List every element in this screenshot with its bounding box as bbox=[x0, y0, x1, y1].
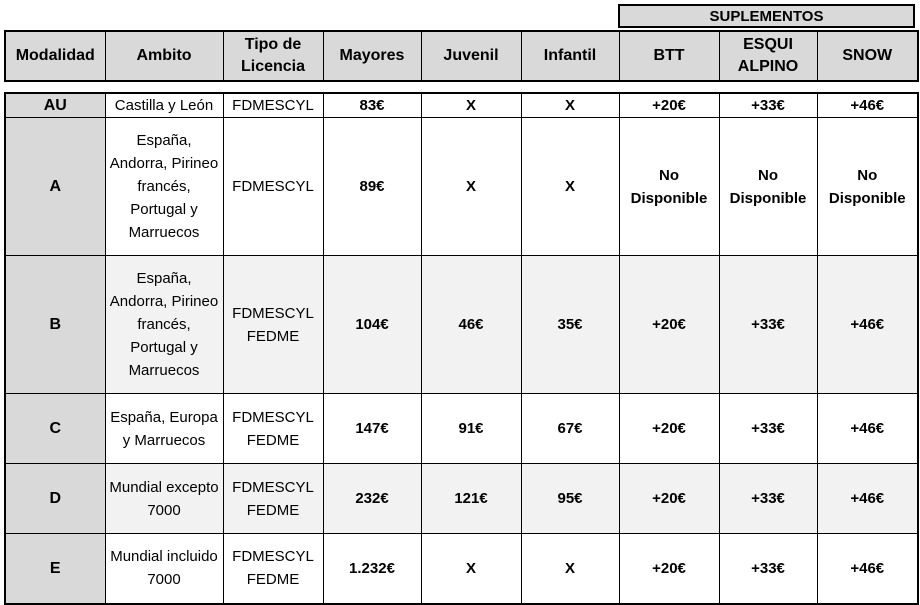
cell-btt: +20€ bbox=[619, 534, 719, 604]
cell-licencia: FDMESCYL bbox=[223, 118, 323, 256]
cell-licencia: FDMESCYL FEDME bbox=[223, 534, 323, 604]
cell-esqui: +33€ bbox=[719, 93, 817, 118]
cell-juvenil: 91€ bbox=[421, 394, 521, 464]
header-tipo-licencia: Tipo de Licencia bbox=[223, 31, 323, 81]
cell-infantil: 35€ bbox=[521, 256, 619, 394]
header-mayores: Mayores bbox=[323, 31, 421, 81]
header-juvenil: Juvenil bbox=[421, 31, 521, 81]
cell-snow: No Disponible bbox=[817, 118, 918, 256]
table-header bbox=[4, 30, 919, 82]
cell-juvenil: X bbox=[421, 118, 521, 256]
cell-licencia: FDMESCYL FEDME bbox=[223, 464, 323, 534]
table-row bbox=[5, 534, 918, 604]
table-row bbox=[5, 394, 918, 464]
cell-mayores: 232€ bbox=[323, 464, 421, 534]
cell-mayores: 147€ bbox=[323, 394, 421, 464]
cell-btt: +20€ bbox=[619, 464, 719, 534]
header-btt: BTT bbox=[619, 31, 719, 81]
cell-infantil: X bbox=[521, 534, 619, 604]
cell-snow: +46€ bbox=[817, 394, 918, 464]
cell-esqui: +33€ bbox=[719, 534, 817, 604]
cell-btt: No Disponible bbox=[619, 118, 719, 256]
cell-esqui: +33€ bbox=[719, 464, 817, 534]
cell-snow: +46€ bbox=[817, 534, 918, 604]
table-row bbox=[5, 256, 918, 394]
cell-esqui: +33€ bbox=[719, 394, 817, 464]
cell-modalidad: B bbox=[5, 256, 105, 394]
cell-ambito: Castilla y León bbox=[105, 93, 223, 118]
cell-mayores: 1.232€ bbox=[323, 534, 421, 604]
table-row bbox=[5, 93, 918, 118]
cell-btt: +20€ bbox=[619, 256, 719, 394]
cell-mayores: 83€ bbox=[323, 93, 421, 118]
cell-modalidad: C bbox=[5, 394, 105, 464]
cell-btt: +20€ bbox=[619, 394, 719, 464]
cell-ambito: España, Andorra, Pirineo francés, Portugal y Marruecos bbox=[105, 118, 223, 256]
cell-modalidad: A bbox=[5, 118, 105, 256]
cell-btt: +20€ bbox=[619, 93, 719, 118]
cell-licencia: FDMESCYL bbox=[223, 93, 323, 118]
cell-modalidad: AU bbox=[5, 93, 105, 118]
cell-ambito: España, Andorra, Pirineo francés, Portugal y Marruecos bbox=[105, 256, 223, 394]
cell-esqui: +33€ bbox=[719, 256, 817, 394]
table-row bbox=[5, 118, 918, 256]
table-row bbox=[5, 464, 918, 534]
header-snow: SNOW bbox=[817, 31, 918, 81]
header-esqui-alpino: ESQUI ALPINO bbox=[719, 31, 817, 81]
cell-ambito: Mundial excepto 7000 bbox=[105, 464, 223, 534]
header-modalidad: Modalidad bbox=[5, 31, 105, 81]
cell-ambito: Mundial incluido 7000 bbox=[105, 534, 223, 604]
cell-modalidad: D bbox=[5, 464, 105, 534]
header-row bbox=[5, 31, 918, 81]
cell-licencia: FDMESCYL FEDME bbox=[223, 256, 323, 394]
cell-infantil: X bbox=[521, 93, 619, 118]
cell-snow: +46€ bbox=[817, 256, 918, 394]
cell-juvenil: X bbox=[421, 93, 521, 118]
cell-infantil: 67€ bbox=[521, 394, 619, 464]
cell-mayores: 104€ bbox=[323, 256, 421, 394]
cell-juvenil: X bbox=[421, 534, 521, 604]
header-ambito: Ambito bbox=[105, 31, 223, 81]
header-infantil: Infantil bbox=[521, 31, 619, 81]
cell-mayores: 89€ bbox=[323, 118, 421, 256]
cell-juvenil: 46€ bbox=[421, 256, 521, 394]
cell-juvenil: 121€ bbox=[421, 464, 521, 534]
cell-modalidad: E bbox=[5, 534, 105, 604]
cell-ambito: España, Europa y Marruecos bbox=[105, 394, 223, 464]
cell-esqui: No Disponible bbox=[719, 118, 817, 256]
cell-snow: +46€ bbox=[817, 464, 918, 534]
cell-licencia: FDMESCYL FEDME bbox=[223, 394, 323, 464]
supplements-header: SUPLEMENTOS bbox=[618, 4, 915, 28]
cell-snow: +46€ bbox=[817, 93, 918, 118]
table-body bbox=[4, 92, 919, 605]
cell-infantil: X bbox=[521, 118, 619, 256]
cell-infantil: 95€ bbox=[521, 464, 619, 534]
